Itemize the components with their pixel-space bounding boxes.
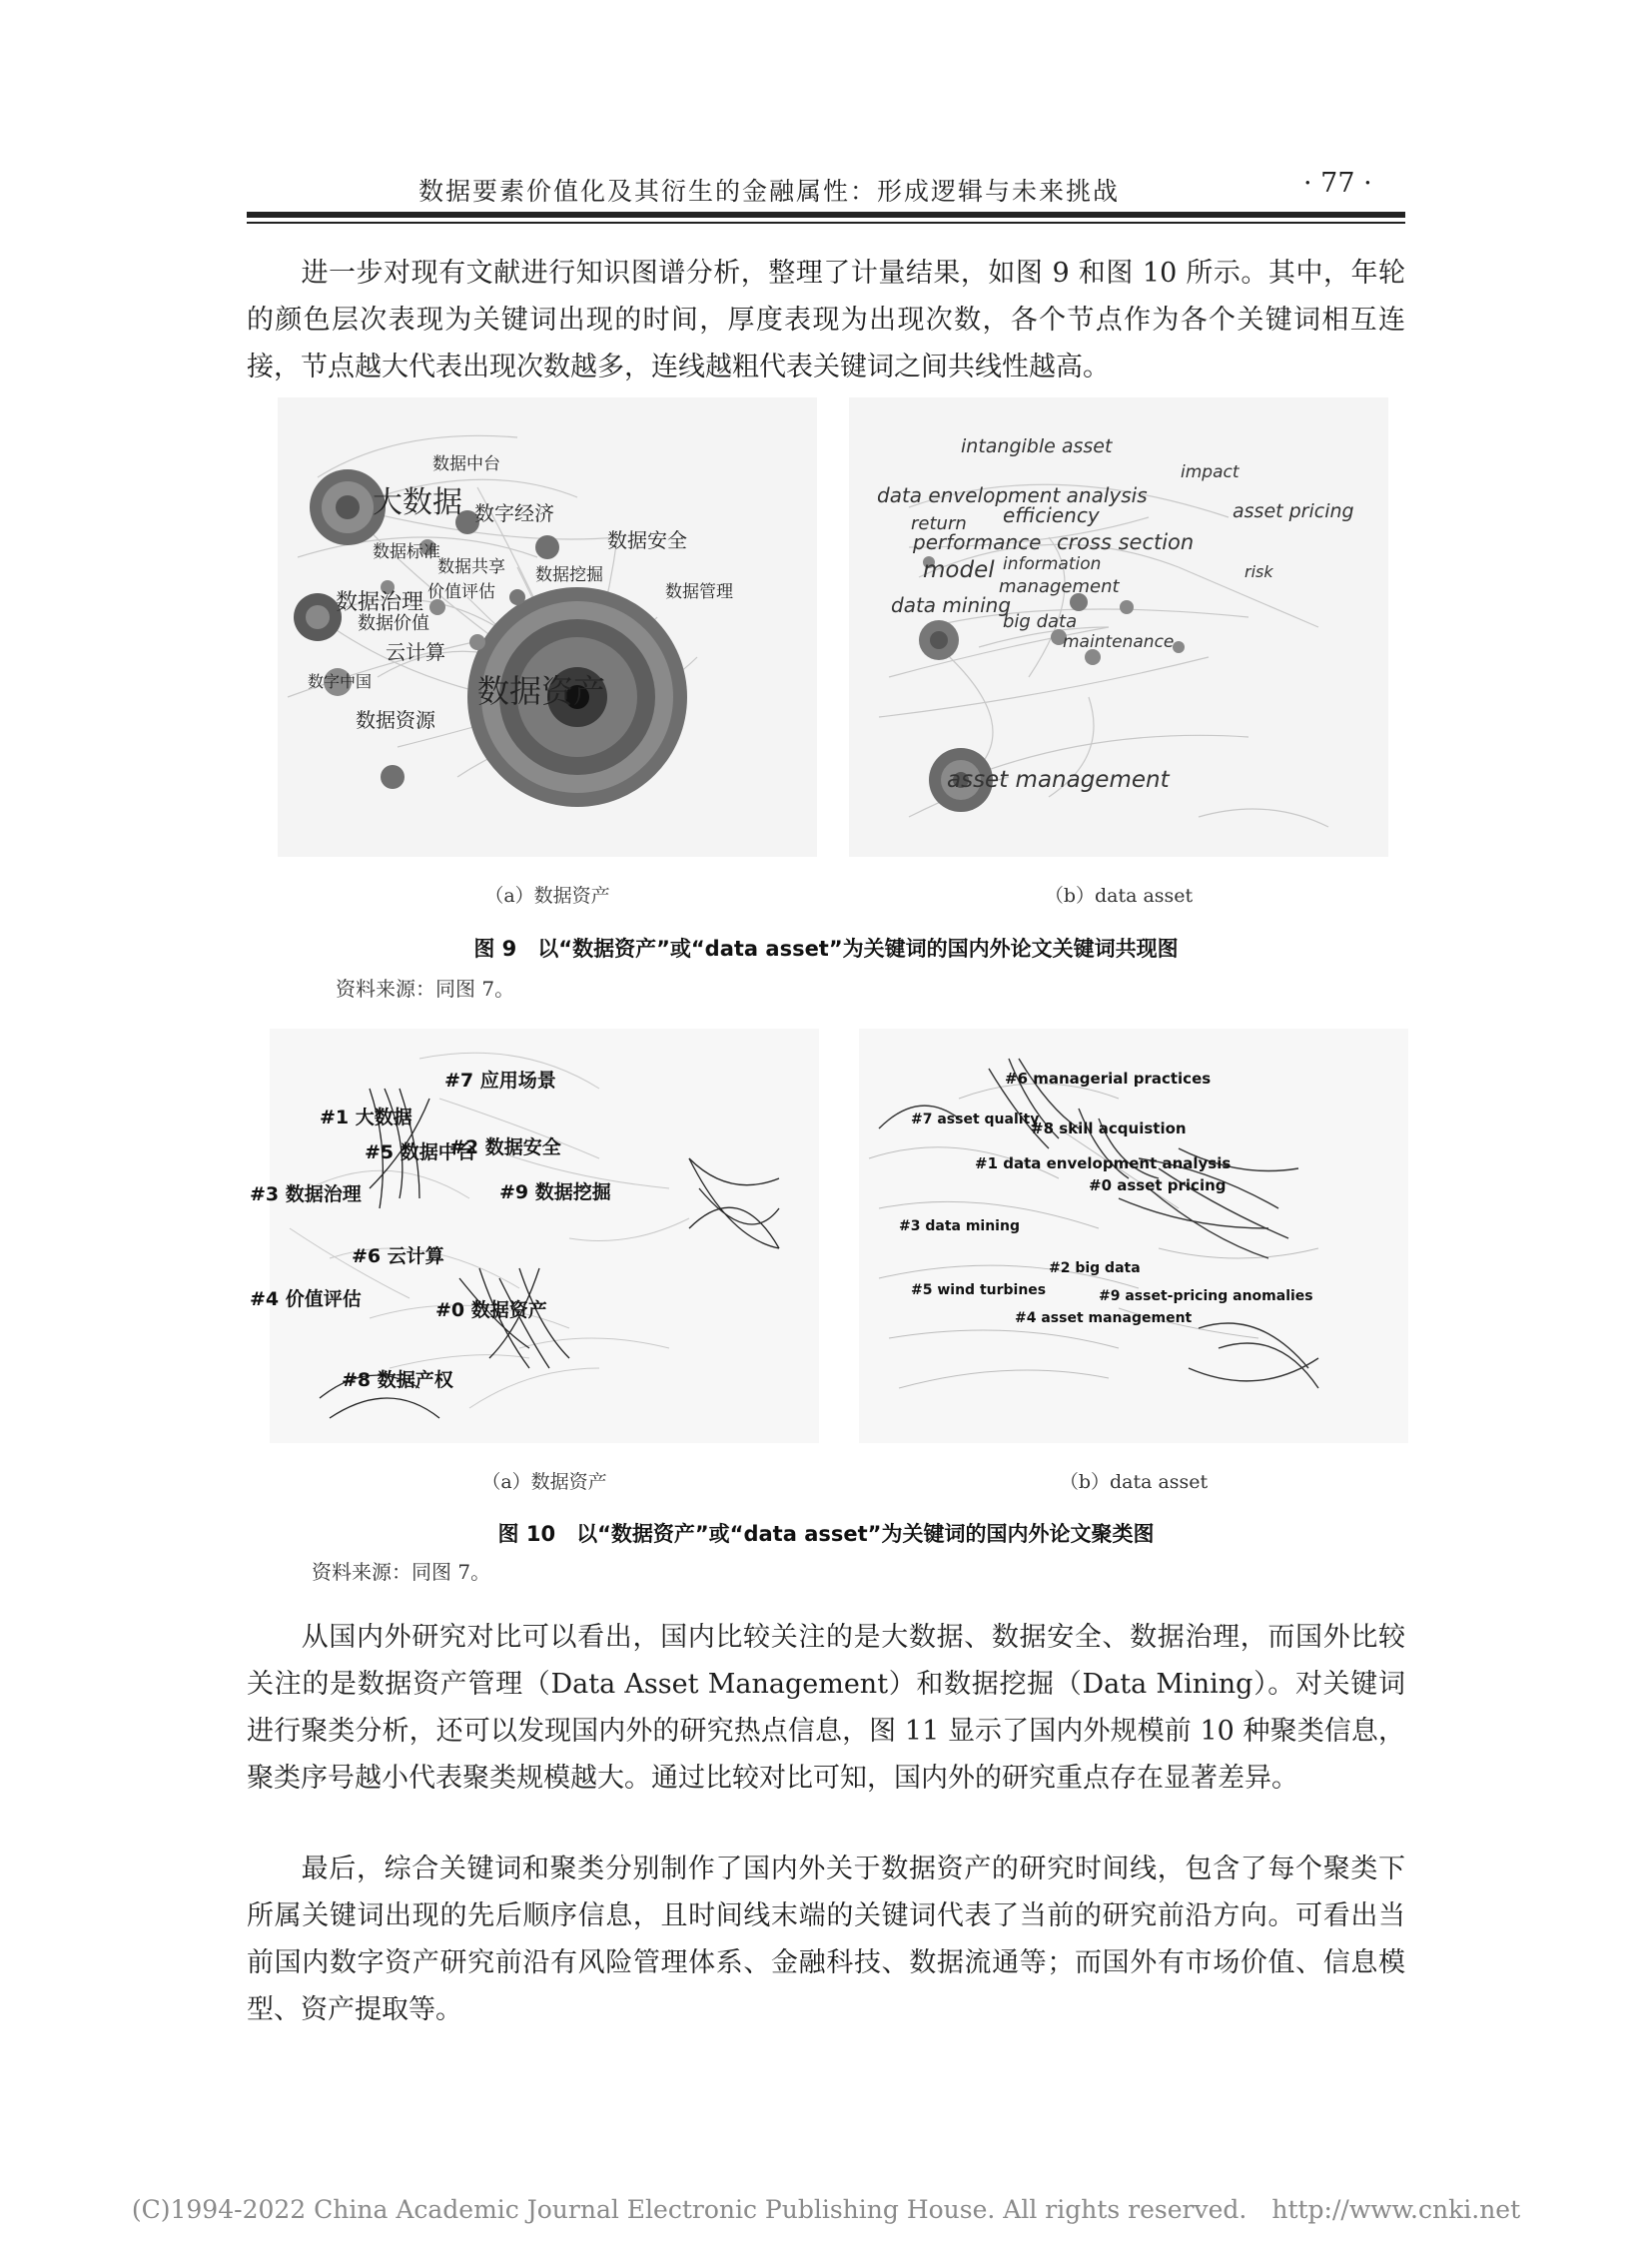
kw-data-sharing: 数据共享 — [437, 557, 505, 577]
kw-asset-pricing: asset pricing — [1233, 500, 1354, 522]
cluster-6: #6 云计算 — [352, 1245, 444, 1267]
kw-data-mining: data mining — [891, 593, 1012, 617]
copyright-footer: (C)1994-2022 China Academic Journal Electronic Publishing House. All rights reserved. http://www.cnki.net — [131, 2195, 1521, 2224]
paragraph-2 — [247, 1614, 1405, 1802]
figure9-panel-b — [849, 397, 1388, 857]
paragraph-3 — [247, 1846, 1405, 2033]
cluster-en-3: #3 data mining — [899, 1218, 1020, 1234]
cooccurrence-map-cn — [278, 397, 817, 857]
paragraph-1 — [247, 250, 1405, 390]
kw-data-mining: 数据挖掘 — [535, 565, 603, 585]
paragraph-2-text: 从国内外研究对比可以看出，国内比较关注的是大数据、数据安全、数据治理，而国外比较关注的是数据资产管理（Data Asset Management）和数据挖掘（Data Mining）。对关键词进行聚类分析，还可以发现国内外的研究热点信息，图 11 显示了国内外规模前 10 种聚类信息，聚类序号越小代表聚类规模越大。通过比较对比可知，国内外的研究重点存在显著差异。 — [247, 1622, 1405, 1794]
kw-data-standard: 数据标准 — [373, 542, 440, 562]
cluster-en-6: #6 managerial practices — [1005, 1070, 1212, 1088]
paragraph-3-text: 最后，综合关键词和聚类分别制作了国内外关于数据资产的研究时间线，包含了每个聚类下所属关键词出现的先后顺序信息，且时间线末端的关键词代表了当前的研究前沿方向。可看出当前国内数字资产研究前沿有风险管理体系、金融科技、数据流通等；而国外有市场价值、信息模型、资产提取等。 — [247, 1854, 1405, 2025]
figure9-subcaption-a: （a）数据资产 — [484, 885, 610, 907]
kw-management: management — [999, 576, 1120, 597]
kw-model: model — [923, 557, 995, 583]
kw-data-management: 数据管理 — [665, 582, 733, 602]
kw-impact: impact — [1181, 462, 1239, 482]
cluster-8: #8 数据产权 — [342, 1369, 453, 1391]
cluster-en-7: #7 asset quality — [911, 1112, 1040, 1127]
kw-risk: risk — [1244, 562, 1273, 581]
kw-information: information — [1003, 554, 1102, 574]
figure9-panel-a — [278, 397, 817, 857]
figure10-subcaption-b: （b）data asset — [1059, 1471, 1209, 1493]
kw-digital-china: 数字中国 — [308, 672, 373, 691]
kw-data-platform: 数据中台 — [432, 454, 500, 474]
cluster-3: #3 数据治理 — [250, 1183, 362, 1205]
kw-return: return — [911, 513, 967, 534]
kw-cloud-computing: 云计算 — [386, 640, 445, 664]
header-rule — [247, 212, 1405, 218]
figure10-source: 资料来源：同图 7。 — [312, 1560, 491, 1584]
cluster-en-4: #4 asset management — [1015, 1310, 1193, 1326]
header-rule-thin — [247, 222, 1405, 224]
cluster-en-5: #5 wind turbines — [911, 1282, 1047, 1298]
cluster-9: #9 数据挖掘 — [499, 1181, 611, 1203]
figure9-source: 资料来源：同图 7。 — [336, 977, 515, 1001]
figure10-subcaption-a: （a）数据资产 — [481, 1471, 607, 1493]
kw-intangible-asset: intangible asset — [961, 435, 1113, 457]
figure10-panel-b — [859, 1029, 1408, 1443]
cooccurrence-map-en — [849, 397, 1388, 857]
cluster-en-0: #0 asset pricing — [1089, 1176, 1227, 1194]
kw-cross-section: cross section — [1057, 530, 1195, 554]
kw-maintenance: maintenance — [1063, 632, 1175, 652]
kw-efficiency: efficiency — [1003, 503, 1100, 527]
cluster-2: #2 数据安全 — [449, 1136, 561, 1158]
kw-data-governance: 数据治理 — [336, 590, 424, 615]
figure10-panel-a — [250, 1029, 819, 1443]
paragraph-1-text: 进一步对现有文献进行知识图谱分析，整理了计量结果，如图 9 和图 10 所示。其中，年轮的颜色层次表现为关键词出现的时间，厚度表现为出现次数，各个节点作为各个关键词相互连接，节点越大代表出现次数越多，连线越粗代表关键词之间共线性越高。 — [247, 258, 1405, 382]
cluster-en-9: #9 asset-pricing anomalies — [1099, 1288, 1313, 1304]
kw-data-asset: 数据资产 — [477, 672, 606, 710]
cluster-7: #7 应用场景 — [444, 1070, 556, 1092]
kw-big-data: big data — [1003, 611, 1078, 632]
kw-data-resource: 数据资源 — [356, 708, 435, 732]
cluster-4: #4 价值评估 — [250, 1288, 362, 1310]
kw-asset-management: asset management — [947, 767, 1170, 793]
cluster-map-cn — [250, 1029, 819, 1443]
kw-performance: performance — [913, 530, 1042, 554]
page-number: · 77 · — [1303, 168, 1372, 199]
kw-dea: data envelopment analysis — [877, 483, 1148, 507]
figure9-subcaption-b: （b）data asset — [1044, 885, 1194, 907]
kw-data-value: 数据价值 — [358, 613, 429, 634]
kw-big-data: 大数据 — [373, 485, 462, 520]
kw-value-assessment: 价值评估 — [427, 582, 495, 602]
cluster-en-1: #1 data envelopment analysis — [975, 1154, 1232, 1172]
cluster-1: #1 大数据 — [320, 1107, 413, 1128]
running-title: 数据要素价值化及其衍生的金融属性：形成逻辑与未来挑战 — [417, 177, 1120, 206]
figure9-caption: 图 9 以“数据资产”或“data asset”为关键词的国内外论文关键词共现图 — [473, 937, 1179, 961]
kw-digital-economy: 数字经济 — [474, 501, 554, 525]
cluster-map-en — [859, 1029, 1408, 1443]
cluster-5: #5 数据中台 — [365, 1141, 476, 1163]
kw-data-security: 数据安全 — [607, 528, 687, 552]
cluster-en-8: #8 skill acquistion — [1031, 1120, 1187, 1137]
cluster-0: #0 数据资产 — [435, 1299, 547, 1321]
cluster-en-2: #2 big data — [1049, 1260, 1141, 1276]
figure10-caption: 图 10 以“数据资产”或“data asset”为关键词的国内外论文聚类图 — [497, 1522, 1155, 1546]
